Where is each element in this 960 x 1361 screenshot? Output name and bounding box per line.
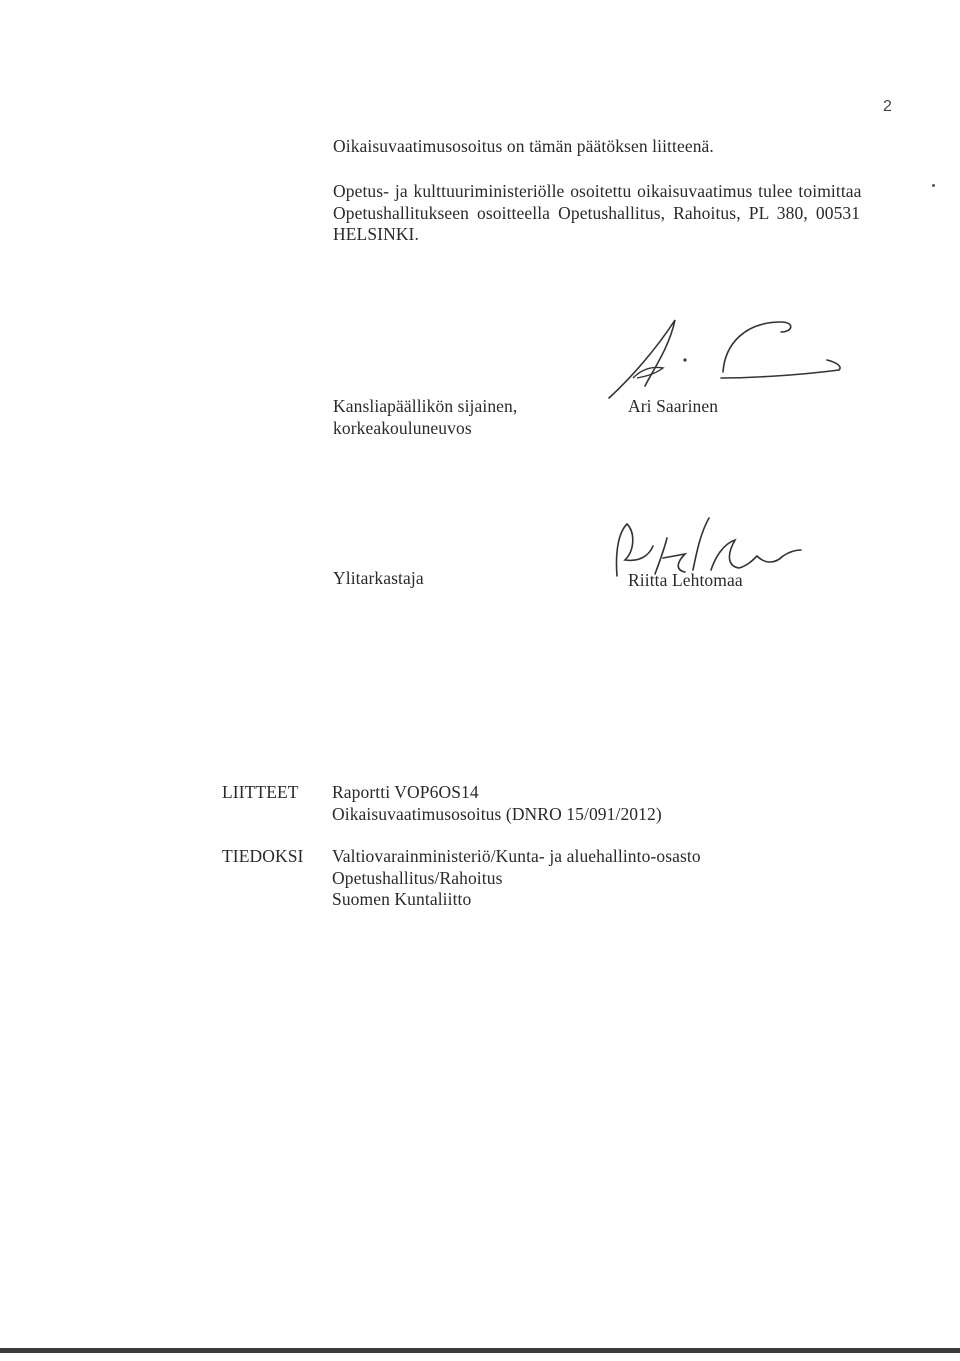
signer-name: Riitta Lehtomaa <box>628 570 743 590</box>
scan-artifact <box>932 184 935 187</box>
for-information-list <box>332 846 701 911</box>
attachments-list <box>332 782 662 825</box>
instruction-line: Opetushallitukseen osoitteella Opetushallitus, Rahoitus, PL 380, 00531 <box>333 202 861 223</box>
signer-title: Ylitarkastaja <box>333 568 424 588</box>
list-item: Suomen Kuntaliitto <box>332 889 472 909</box>
for-information-label: TIEDOKSI <box>222 846 304 866</box>
signer-name: Ari Saarinen <box>628 396 719 416</box>
attachments-label: LIITTEET <box>222 782 299 802</box>
list-item: Opetushallitus/Rahoitus <box>332 867 503 888</box>
page-number: 2 <box>883 98 892 115</box>
instruction-paragraph <box>333 181 862 246</box>
list-item: Oikaisuvaatimusosoitus (DNRO 15/091/2012) <box>332 803 662 824</box>
list-item: Raportti VOP6OS14 <box>332 782 479 802</box>
list-item: Valtiovarainministeriö/Kunta- ja aluehallinto-osasto <box>332 846 701 866</box>
instruction-line: HELSINKI. <box>333 224 419 244</box>
signer-title <box>333 396 517 439</box>
appeal-note: Oikaisuvaatimusosoitus on tämän päätöksen liitteenä. <box>333 136 714 156</box>
signature-ari-saarinen <box>605 308 855 408</box>
instruction-line: Opetus- ja kulttuuriministeriölle osoitettu oikaisuvaatimus tulee toimittaa <box>333 181 862 201</box>
signer-title-line: Kansliapäällikön sijainen, <box>333 396 518 416</box>
signer-title-line: korkeakouluneuvos <box>333 417 472 438</box>
scan-bottom-edge <box>0 1348 960 1353</box>
